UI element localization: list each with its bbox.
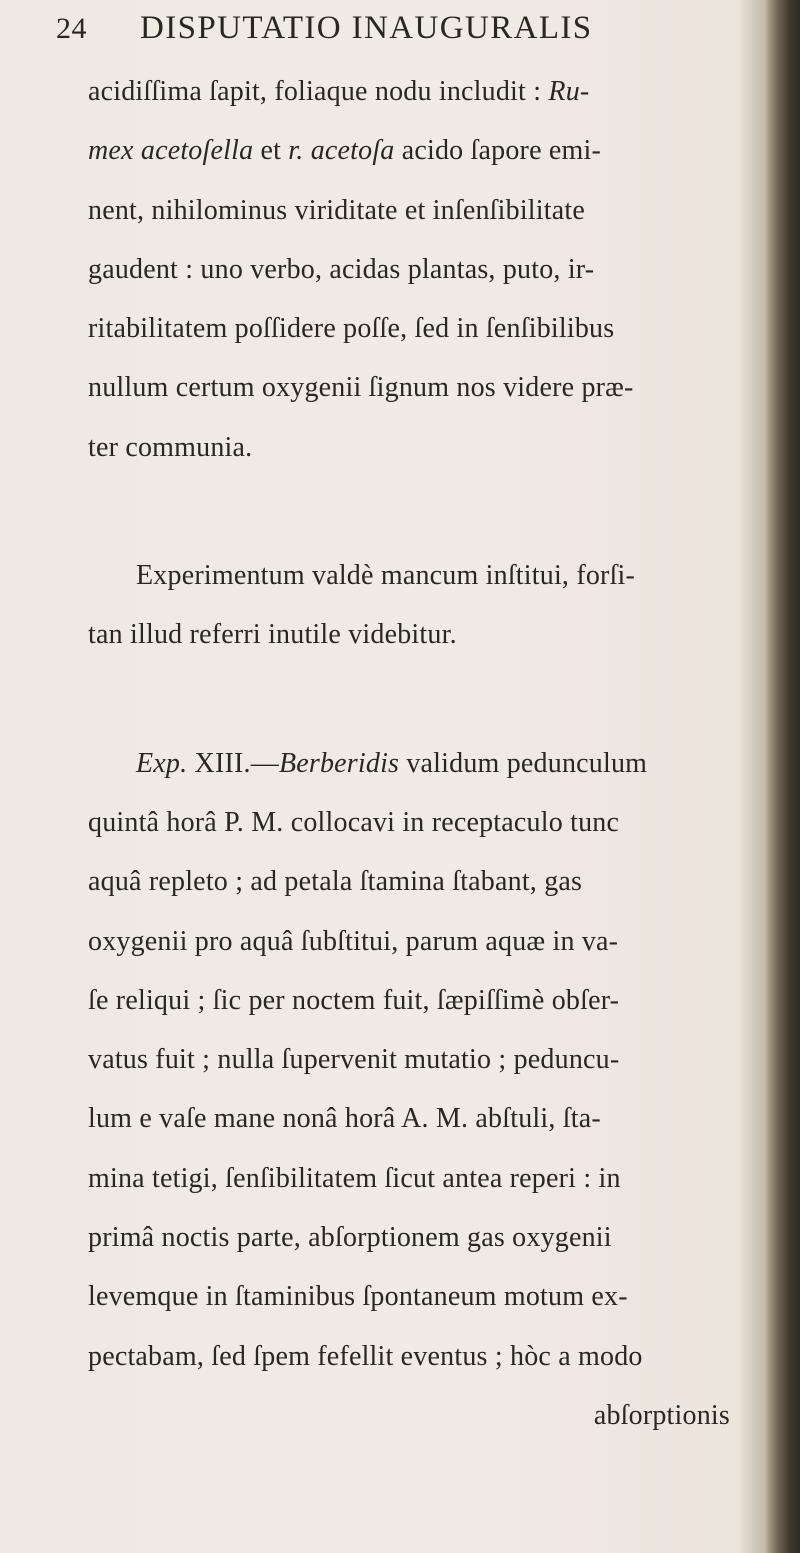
experiment-label: Exp.	[136, 747, 188, 779]
text-line: quintâ horâ P. M. collocavi in receptaculo tunc	[88, 806, 620, 838]
text-line: aquâ repleto ; ad petala ſtamina ſtabant, gas	[88, 866, 583, 898]
text-line: oxygenii pro aquâ ſubſtitui, parum aquæ in va-	[88, 925, 619, 957]
text-line: primâ noctis parte, abſorptionem gas oxygenii	[88, 1222, 612, 1254]
text-line: pectabam, ſed ſpem fefellit eventus ; hòc a modo	[88, 1340, 643, 1372]
text-line: tan illud referri inutile videbitur.	[88, 619, 457, 651]
text-line: nent, nihilominus viriditate et inſenſibilitate	[88, 194, 585, 226]
page-edge	[766, 0, 800, 1553]
text-line: acidiſſima ſapit, foliaque nodu includit : Ru-	[88, 76, 590, 107]
text-block	[88, 62, 748, 1445]
paragraph-gap	[88, 665, 748, 734]
paragraph-3	[88, 734, 748, 1386]
plant-name: Berberidis	[278, 747, 400, 779]
catchword: abſorptionis	[593, 1399, 730, 1431]
text-line: nullum certum oxygenii ſignum nos videre præ-	[88, 372, 634, 404]
paragraph-gap	[88, 477, 748, 546]
text-line: mina tetigi, ſenſibilitatem ſicut antea reperi : in	[88, 1162, 621, 1194]
running-head: DISPUTATIO INAUGURALIS	[140, 10, 593, 46]
text-line: gaudent : uno verbo, acidas plantas, puto, ir-	[88, 253, 595, 285]
text-line: mex acetoſella et r. acetoſa acido ſapore emi-	[88, 135, 602, 167]
text-line: ritabilitatem poſſidere poſſe, ſed in ſenſibilibus	[88, 313, 615, 345]
page-header	[56, 6, 736, 52]
text-line: Exp. XIII.—Berberidis validum pedunculum	[136, 747, 648, 779]
text-line: ſe reliqui ; ſic per noctem fuit, ſæpiſſimè obſer-	[88, 984, 620, 1016]
text-line: ter communia.	[88, 431, 253, 463]
paragraph-1	[88, 62, 748, 477]
text-line: levemque in ſtaminibus ſpontaneum motum ex-	[88, 1281, 628, 1313]
page-number: 24	[56, 12, 87, 45]
text-line: lum e vaſe mane nonâ horâ A. M. abſtuli, ſta-	[88, 1103, 601, 1135]
text-line: vatus fuit ; nulla ſupervenit mutatio ; peduncu-	[88, 1044, 620, 1076]
text-line: Experimentum valdè mancum inſtitui, forſi-	[136, 560, 636, 592]
paragraph-2	[88, 546, 748, 665]
